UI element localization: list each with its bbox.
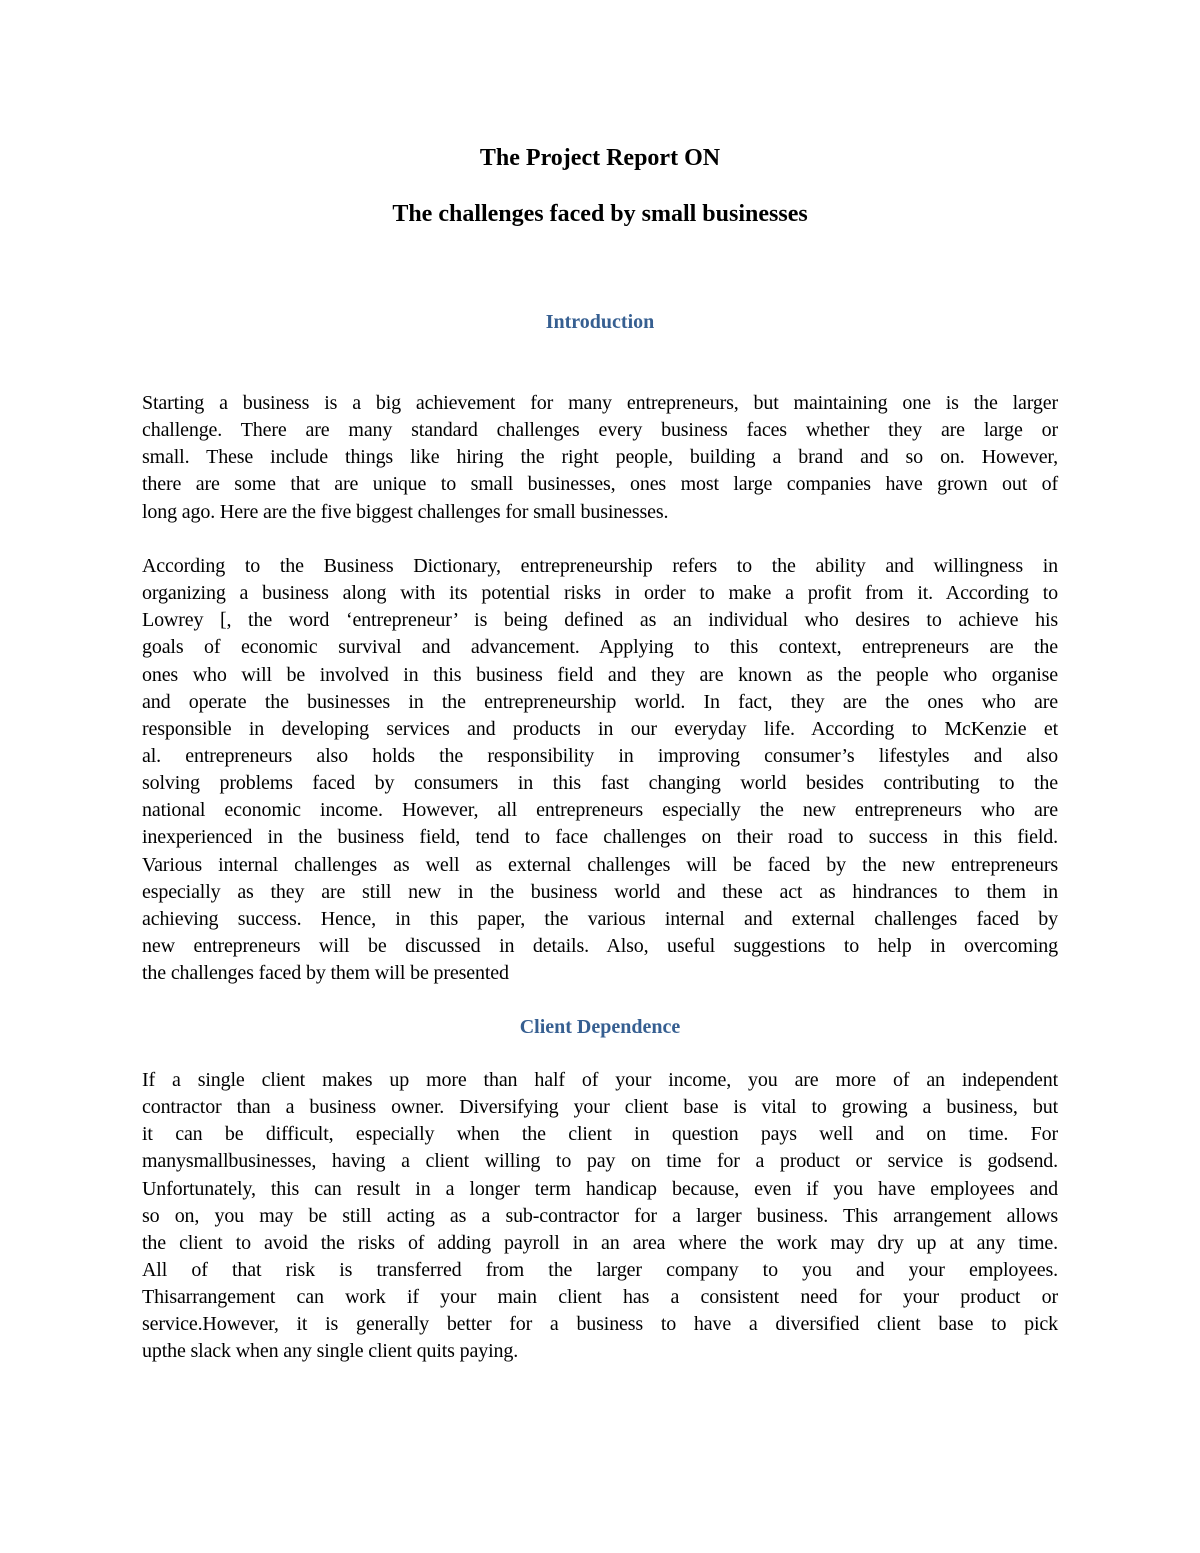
text-line: Thisarrangement can work if your main client has a consistent need for your product or	[142, 1286, 1058, 1309]
text-line: Lowrey [, the word ‘entrepreneur’ is being defined as an individual who desires to achieve his	[142, 609, 1058, 632]
text-line: it can be difficult, especially when the client in question pays well and on time. For	[142, 1123, 1058, 1146]
text-line: upthe slack when any single client quits paying.	[142, 1340, 519, 1363]
text-line: national economic income. However, all entrepreneurs especially the new entrepreneurs who are	[142, 799, 1058, 822]
text-line: the client to avoid the risks of adding payroll in an area where the work may dry up at any time.	[142, 1231, 1058, 1254]
text-line: there are some that are unique to small businesses, ones most large companies have grown out of	[142, 473, 1058, 496]
text-line: According to the Business Dictionary, entrepreneurship refers to the ability and willingness in	[142, 555, 1058, 577]
paragraph-client-dependence	[142, 1067, 1058, 1366]
text-line: new entrepreneurs will be discussed in details. Also, useful suggestions to help in overcoming	[142, 934, 1058, 957]
section-heading-introduction: Introduction	[545, 311, 655, 333]
text-line: Unfortunately, this can result in a longer term handicap because, even if you have employees and	[142, 1177, 1058, 1200]
text-line: small. These include things like hiring the right people, building a brand and so on. However,	[142, 446, 1058, 469]
text-line: service.However, it is generally better for a business to have a diversified client base to pick	[142, 1313, 1058, 1336]
text-line: organizing a business along with its potential risks in order to make a profit from it. According to	[142, 582, 1058, 605]
document-subtitle: The challenges faced by small businesses	[392, 201, 808, 227]
document-title: The Project Report ON	[479, 145, 721, 171]
text-line: ones who will be involved in this business field and they are known as the people who organise	[142, 663, 1058, 686]
text-line: so on, you may be still acting as a sub-contractor for a larger business. This arrangement allows	[142, 1204, 1058, 1227]
text-line: Various internal challenges as well as external challenges will be faced by the new entrepreneurs	[142, 853, 1058, 876]
text-line: contractor than a business owner. Diversifying your client base is vital to growing a business, but	[142, 1096, 1058, 1119]
text-line: achieving success. Hence, in this paper, the various internal and external challenges faced by	[142, 907, 1058, 930]
text-line: solving problems faced by consumers in this fast changing world besides contributing to the	[142, 772, 1058, 795]
paragraph-intro-1	[142, 390, 1058, 526]
section-heading-client-dependence: Client Dependence	[519, 1016, 681, 1038]
text-line: inexperienced in the business field, tend to face challenges on their road to success in this field.	[142, 826, 1058, 849]
text-line: manysmallbusinesses, having a client willing to pay on time for a product or service is godsend.	[142, 1150, 1058, 1173]
text-line: especially as they are still new in the business world and these act as hindrances to them in	[142, 880, 1058, 903]
text-line: long ago. Here are the five biggest challenges for small businesses.	[142, 500, 669, 523]
text-line: If a single client makes up more than half of your income, you are more of an independent	[142, 1069, 1058, 1091]
text-line: Starting a business is a big achievement for many entrepreneurs, but maintaining one is the larger	[142, 392, 1058, 414]
text-line: and operate the businesses in the entrepreneurship world. In fact, they are the ones who are	[142, 690, 1058, 713]
text-line: goals of economic survival and advancement. Applying to this context, entrepreneurs are the	[142, 636, 1058, 659]
text-line: al. entrepreneurs also holds the responsibility in improving consumer’s lifestyles and also	[142, 744, 1058, 767]
text-line: responsible in developing services and products in our everyday life. According to McKenzie et	[142, 717, 1058, 740]
paragraph-intro-2	[142, 553, 1058, 987]
text-line: the challenges faced by them will be presented	[142, 962, 509, 985]
text-line: challenge. There are many standard challenges every business faces whether they are large or	[142, 419, 1058, 442]
text-line: All of that risk is transferred from the larger company to you and your employees.	[142, 1258, 1058, 1281]
